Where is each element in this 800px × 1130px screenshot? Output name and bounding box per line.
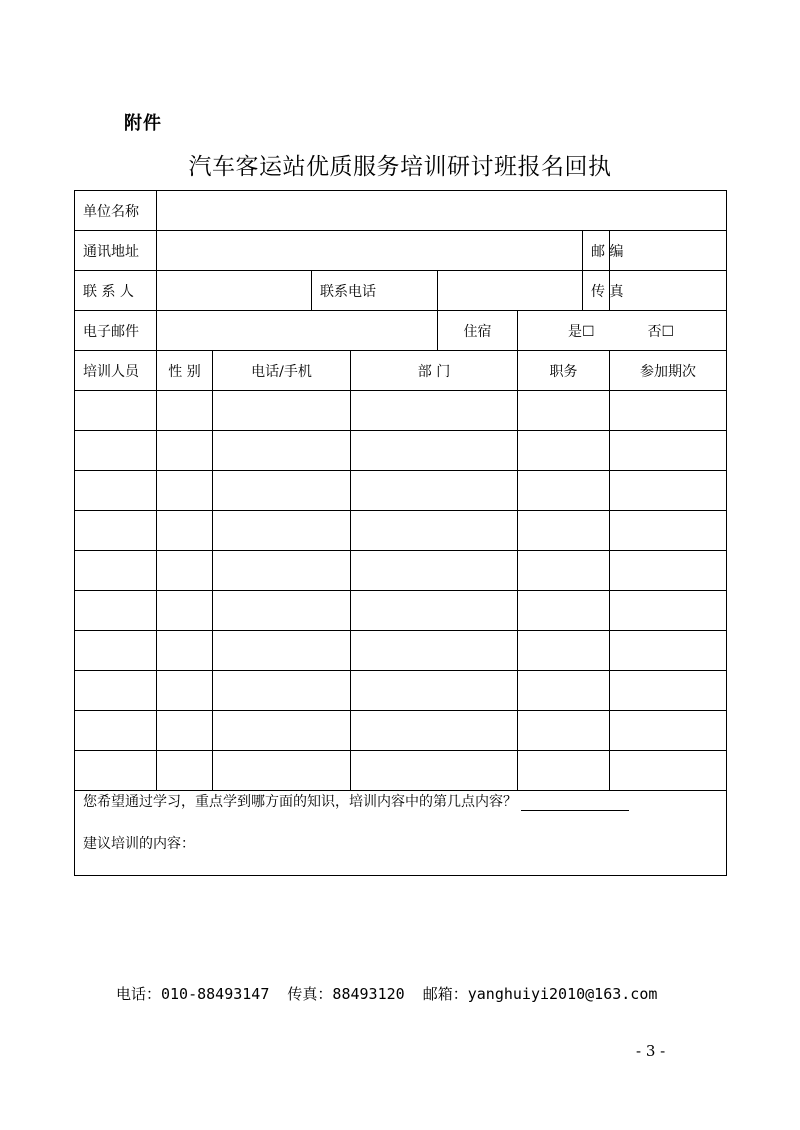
registration-form-table bbox=[74, 190, 727, 876]
participant-session-cell[interactable] bbox=[610, 391, 727, 431]
col-department-header: 部 门 bbox=[351, 351, 518, 391]
participant-session-cell[interactable] bbox=[610, 591, 727, 631]
participant-gender-cell[interactable] bbox=[157, 751, 213, 791]
suggestion-label: 建议培训的内容： bbox=[83, 836, 195, 852]
participant-row bbox=[75, 511, 727, 551]
participant-phone-cell[interactable] bbox=[213, 751, 351, 791]
participant-gender-cell[interactable] bbox=[157, 671, 213, 711]
participant-trainee-cell[interactable] bbox=[75, 591, 157, 631]
lodging-no-checkbox[interactable]: 否☐ bbox=[647, 323, 675, 340]
participant-position-cell[interactable] bbox=[518, 551, 610, 591]
address-label: 通讯地址 bbox=[75, 231, 157, 271]
notes-cell[interactable] bbox=[75, 791, 727, 876]
email-field[interactable] bbox=[157, 311, 438, 351]
contact-phone-label: 联系电话 bbox=[312, 271, 438, 311]
participant-session-cell[interactable] bbox=[610, 671, 727, 711]
participant-phone-cell[interactable] bbox=[213, 591, 351, 631]
participant-session-cell[interactable] bbox=[610, 471, 727, 511]
col-trainee-header: 培训人员 bbox=[75, 351, 157, 391]
participant-position-cell[interactable] bbox=[518, 391, 610, 431]
contact-person-label: 联 系 人 bbox=[75, 271, 157, 311]
form-title: 汽车客运站优质服务培训研讨班报名回执 bbox=[188, 154, 612, 180]
contact-row bbox=[75, 271, 727, 311]
participant-department-cell[interactable] bbox=[351, 471, 518, 511]
participant-row bbox=[75, 671, 727, 711]
email-row bbox=[75, 311, 727, 351]
participant-gender-cell[interactable] bbox=[157, 631, 213, 671]
participant-trainee-cell[interactable] bbox=[75, 511, 157, 551]
participant-position-cell[interactable] bbox=[518, 471, 610, 511]
learning-focus-question: 您希望通过学习，重点学到哪方面的知识，培训内容中的第几点内容？ bbox=[83, 794, 517, 810]
unit-row bbox=[75, 191, 727, 231]
participant-session-cell[interactable] bbox=[610, 551, 727, 591]
col-gender-header: 性 别 bbox=[157, 351, 213, 391]
postcode-field[interactable] bbox=[610, 231, 727, 271]
address-row bbox=[75, 231, 727, 271]
participant-position-cell[interactable] bbox=[518, 591, 610, 631]
participant-session-cell[interactable] bbox=[610, 511, 727, 551]
participant-gender-cell[interactable] bbox=[157, 591, 213, 631]
footer-contact-info: 电话：010-88493147 传真：88493120 邮箱：yanghuiyi2010@163.com bbox=[116, 985, 658, 1003]
col-phone-header: 电话/手机 bbox=[213, 351, 351, 391]
participant-department-cell[interactable] bbox=[351, 751, 518, 791]
attachment-label: 附件 bbox=[124, 113, 162, 134]
participant-department-cell[interactable] bbox=[351, 711, 518, 751]
participant-department-cell[interactable] bbox=[351, 671, 518, 711]
participant-department-cell[interactable] bbox=[351, 631, 518, 671]
answer-blank-line[interactable] bbox=[521, 796, 629, 811]
participant-row bbox=[75, 391, 727, 431]
participant-row bbox=[75, 591, 727, 631]
participant-row bbox=[75, 751, 727, 791]
participant-phone-cell[interactable] bbox=[213, 711, 351, 751]
unit-name-label: 单位名称 bbox=[75, 191, 157, 231]
participant-phone-cell[interactable] bbox=[213, 511, 351, 551]
participant-position-cell[interactable] bbox=[518, 631, 610, 671]
participant-trainee-cell[interactable] bbox=[75, 671, 157, 711]
participant-trainee-cell[interactable] bbox=[75, 551, 157, 591]
participants-header-row bbox=[75, 351, 727, 391]
participant-trainee-cell[interactable] bbox=[75, 471, 157, 511]
unit-name-field[interactable] bbox=[157, 191, 727, 231]
participant-phone-cell[interactable] bbox=[213, 391, 351, 431]
participant-department-cell[interactable] bbox=[351, 591, 518, 631]
fax-field[interactable] bbox=[610, 271, 727, 311]
participant-trainee-cell[interactable] bbox=[75, 711, 157, 751]
participant-session-cell[interactable] bbox=[610, 751, 727, 791]
participant-trainee-cell[interactable] bbox=[75, 391, 157, 431]
participant-gender-cell[interactable] bbox=[157, 551, 213, 591]
participant-gender-cell[interactable] bbox=[157, 391, 213, 431]
participant-department-cell[interactable] bbox=[351, 551, 518, 591]
address-field[interactable] bbox=[157, 231, 583, 271]
participant-session-cell[interactable] bbox=[610, 711, 727, 751]
participant-trainee-cell[interactable] bbox=[75, 751, 157, 791]
participant-trainee-cell[interactable] bbox=[75, 631, 157, 671]
participant-department-cell[interactable] bbox=[351, 391, 518, 431]
lodging-label: 住宿 bbox=[438, 311, 518, 351]
participant-gender-cell[interactable] bbox=[157, 511, 213, 551]
postcode-label: 邮 编 bbox=[583, 231, 610, 271]
participant-phone-cell[interactable] bbox=[213, 551, 351, 591]
participant-row bbox=[75, 431, 727, 471]
contact-person-field[interactable] bbox=[157, 271, 312, 311]
col-session-header: 参加期次 bbox=[610, 351, 727, 391]
participant-position-cell[interactable] bbox=[518, 711, 610, 751]
participant-position-cell[interactable] bbox=[518, 431, 610, 471]
participant-row bbox=[75, 631, 727, 671]
col-position-header: 职务 bbox=[518, 351, 610, 391]
participant-trainee-cell[interactable] bbox=[75, 431, 157, 471]
participant-department-cell[interactable] bbox=[351, 511, 518, 551]
lodging-yes-checkbox[interactable]: 是☐ bbox=[568, 323, 595, 340]
notes-row bbox=[75, 791, 727, 876]
participant-position-cell[interactable] bbox=[518, 671, 610, 711]
participant-gender-cell[interactable] bbox=[157, 471, 213, 511]
participant-phone-cell[interactable] bbox=[213, 671, 351, 711]
participant-row bbox=[75, 711, 727, 751]
participant-rows bbox=[75, 391, 727, 791]
participant-position-cell[interactable] bbox=[518, 511, 610, 551]
participant-position-cell[interactable] bbox=[518, 751, 610, 791]
participant-session-cell[interactable] bbox=[610, 631, 727, 671]
participant-session-cell[interactable] bbox=[610, 431, 727, 471]
participant-gender-cell[interactable] bbox=[157, 711, 213, 751]
participant-row bbox=[75, 471, 727, 511]
fax-label: 传 真 bbox=[583, 271, 610, 311]
participant-gender-cell[interactable] bbox=[157, 431, 213, 471]
participant-department-cell[interactable] bbox=[351, 431, 518, 471]
contact-phone-field[interactable] bbox=[438, 271, 583, 311]
participant-phone-cell[interactable] bbox=[213, 471, 351, 511]
email-label: 电子邮件 bbox=[75, 311, 157, 351]
participant-phone-cell[interactable] bbox=[213, 631, 351, 671]
participant-phone-cell[interactable] bbox=[213, 431, 351, 471]
page-number: - 3 - bbox=[636, 1042, 666, 1060]
participant-row bbox=[75, 551, 727, 591]
lodging-options bbox=[518, 311, 727, 351]
